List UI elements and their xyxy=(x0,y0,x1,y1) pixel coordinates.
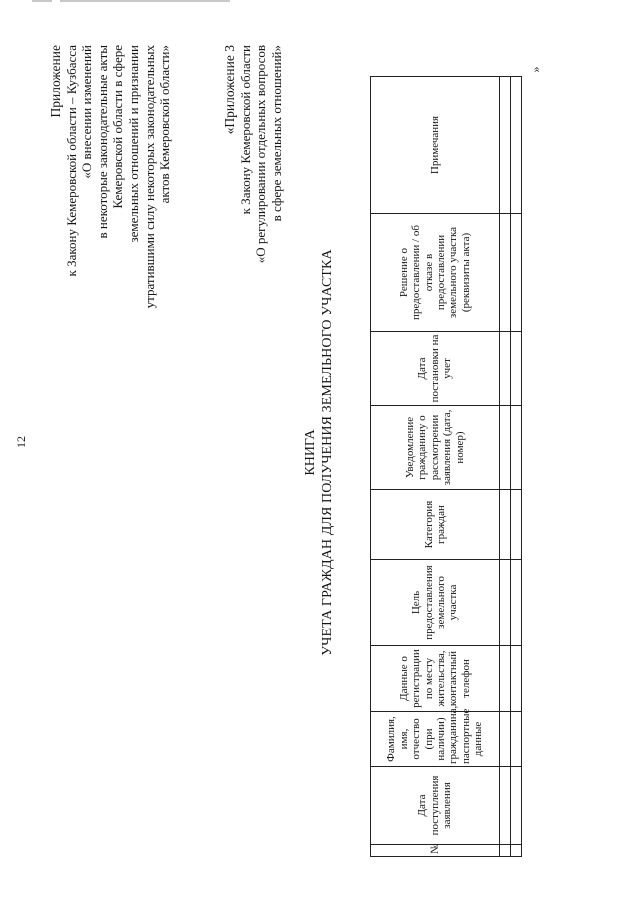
table-row xyxy=(511,77,522,857)
table-cell xyxy=(511,490,522,560)
table-cell xyxy=(500,406,511,490)
table-row xyxy=(500,77,511,857)
table-cell xyxy=(511,406,522,490)
table-cell xyxy=(500,767,511,845)
appendix-line: в некоторые законодательные акты xyxy=(94,45,110,239)
table-cell xyxy=(500,214,511,332)
table-cell xyxy=(511,646,522,712)
page-number: 12 xyxy=(14,436,28,448)
appendix-line: земельных отношений и признании xyxy=(125,45,141,243)
column-header: Категория граждан xyxy=(371,490,500,560)
column-header: № xyxy=(371,845,500,857)
table-cell xyxy=(511,845,522,857)
appendix-header xyxy=(48,45,173,525)
appendix-line: «О внесении изменений xyxy=(79,45,95,179)
book-title: КНИГА xyxy=(303,429,318,476)
appendix-3-header xyxy=(222,45,284,525)
table-cell xyxy=(500,332,511,406)
column-header: Решение о предоставлении / об отказе в предоставлении земельного участка (реквизиты акта) xyxy=(371,214,500,332)
column-header: Примечания xyxy=(371,77,500,214)
appendix-line: Кемеровской области в сфере xyxy=(110,45,126,209)
book-subtitle: УЧЕТА ГРАЖДАН ДЛЯ ПОЛУЧЕНИЯ ЗЕМЕЛЬНОГО УЧАСТКА xyxy=(320,249,335,656)
appendix-3-line: «Приложение 3 xyxy=(222,45,237,135)
appendix-line: утратившими силу некоторых законодательных xyxy=(141,45,157,309)
table-header-row xyxy=(371,77,500,857)
appendix-3-line: в сфере земельных отношений» xyxy=(268,45,284,222)
table-cell xyxy=(511,77,522,214)
register-table xyxy=(370,76,522,857)
table-cell xyxy=(500,560,511,646)
table-cell xyxy=(500,845,511,857)
appendix-3-line: «О регулировании отдельных вопросов xyxy=(253,45,269,264)
appendix-line: к Закону Кемеровской области – Кузбасса xyxy=(63,45,79,277)
column-header: Цель предоставления земельного участка xyxy=(371,560,500,646)
column-header: Фамилия, имя, отчество (при наличии) гражданина, паспортные данные xyxy=(371,712,500,767)
table-cell xyxy=(511,332,522,406)
table-cell xyxy=(511,214,522,332)
column-header: Дата поступления заявления xyxy=(371,767,500,845)
column-header: Дата постановки на учет xyxy=(371,332,500,406)
appendix-line: актов Кемеровской области» xyxy=(157,45,173,204)
column-header: Уведомление гражданину о рассмотрении заявления (дата, номер) xyxy=(371,406,500,490)
table-cell xyxy=(500,646,511,712)
table-cell xyxy=(500,77,511,214)
appendix-line: Приложение xyxy=(48,45,63,118)
column-header: Данные о регистрации по месту жительства, контактный телефон xyxy=(371,646,500,712)
appendix-3-line: к Закону Кемеровской области xyxy=(237,45,253,215)
closing-quote-mark: » xyxy=(528,66,543,73)
table-cell xyxy=(511,767,522,845)
table-cell xyxy=(511,560,522,646)
table-cell xyxy=(500,712,511,767)
table-cell xyxy=(511,712,522,767)
table-cell xyxy=(500,490,511,560)
